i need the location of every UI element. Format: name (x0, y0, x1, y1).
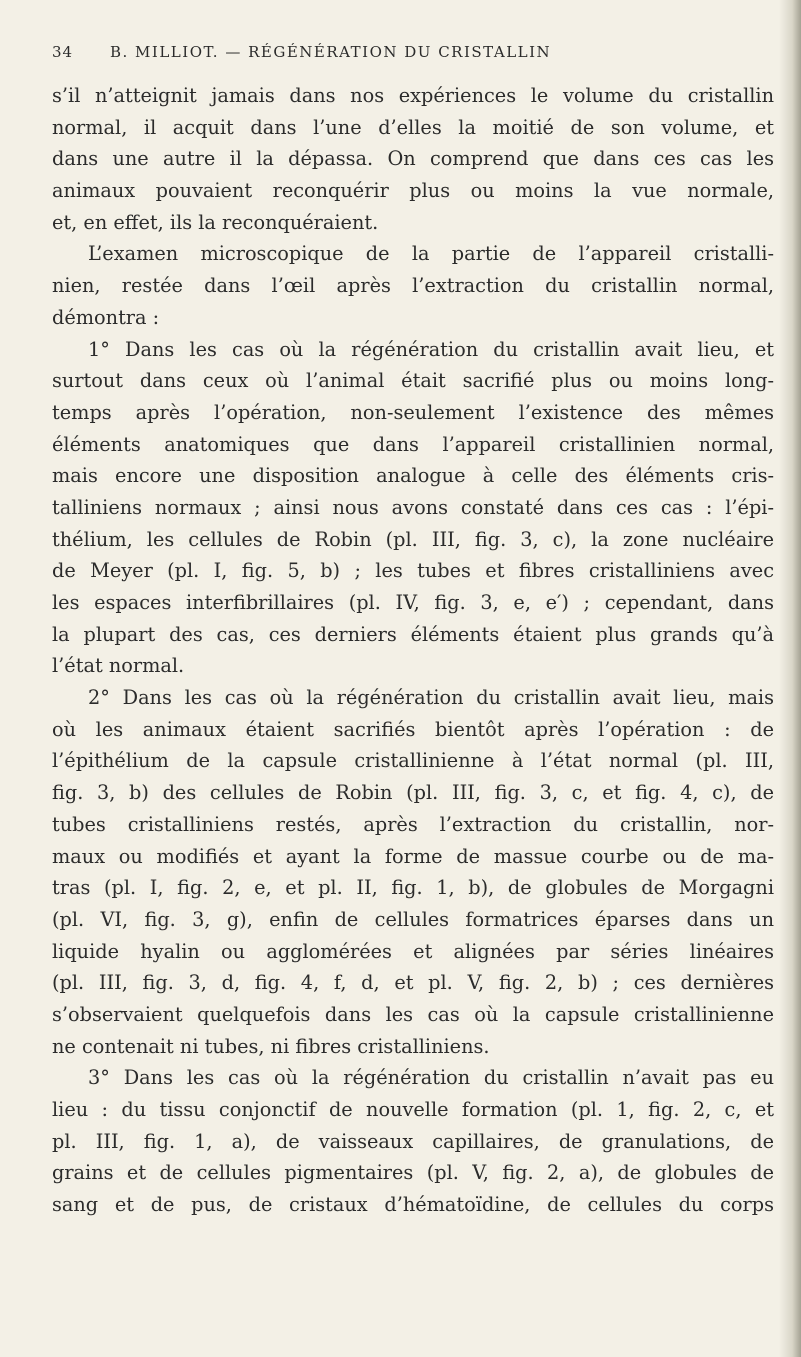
text-line: les espaces interfibrillaires (pl. IV, fig. 3, e, e′) ; cependant, dans (52, 591, 774, 614)
text-line: tras (pl. I, fig. 2, e, et pl. II, fig. 1, b), de globules de Morgagni (52, 876, 774, 900)
text-line: s’observaient quelquefois dans les cas où la capsule cristallinienne (52, 1002, 774, 1026)
text-line: grains et de cellules pigmentaires (pl. V, fig. 2, a), de globules de (52, 1161, 774, 1185)
page-header (52, 43, 772, 73)
text-line: et, en effet, ils la reconquéraient. (52, 210, 379, 234)
running-head: B. MILLIOT. — RÉGÉNÉRATION DU CRISTALLIN (110, 43, 552, 61)
text-line: sang et de pus, de cristaux d’hématoïdine, de cellules du corps (52, 1193, 774, 1217)
text-line: talliniens normaux ; ainsi nous avons constaté dans ces cas : l’épi- (52, 495, 774, 519)
text-line: thélium, les cellules de Robin (pl. III, fig. 3, c), la zone nucléaire (52, 527, 774, 551)
text-line: temps après l’opération, non-seulement l’existence des mêmes (52, 400, 774, 424)
text-line: démontra : (52, 305, 160, 329)
text-line: s’il n’atteignit jamais dans nos expériences le volume du cristallin (52, 84, 774, 107)
text-line: l’état normal. (52, 654, 185, 678)
text-line: 2° Dans les cas où la régénération du cristallin avait lieu, mais (88, 686, 774, 710)
text-line: de Meyer (pl. I, fig. 5, b) ; les tubes et fibres cristalliniens avec (52, 559, 774, 583)
text-line: l’épithélium de la capsule cristallinienne à l’état normal (pl. III, (52, 749, 774, 773)
text-line: lieu : du tissu conjonctif de nouvelle formation (pl. 1, fig. 2, c, et (52, 1098, 774, 1121)
text-line: dans une autre il la dépassa. On comprend que dans ces cas les (52, 147, 774, 171)
text-line: tubes cristalliniens restés, après l’extraction du cristallin, nor- (52, 812, 774, 836)
text-line: la plupart des cas, ces derniers éléments étaient plus grands qu’à (52, 622, 774, 646)
text-line: mais encore une disposition analogue à celle des éléments cris- (52, 464, 774, 488)
text-line: normal, il acquit dans l’une d’elles la moitié de son volume, et (52, 115, 774, 139)
text-line: pl. III, fig. 1, a), de vaisseaux capillaires, de granulations, de (52, 1129, 774, 1153)
text-line: ne contenait ni tubes, ni fibres cristalliniens. (52, 1034, 490, 1058)
text-line: (pl. III, fig. 3, d, fig. 4, f, d, et pl. V, fig. 2, b) ; ces dernières (52, 971, 774, 995)
text-line: L’examen microscopique de la partie de l’appareil cristalli- (88, 242, 774, 266)
text-line: éléments anatomiques que dans l’appareil cristallinien normal, (52, 432, 774, 456)
text-line: 1° Dans les cas où la régénération du cristallin avait lieu, et (88, 337, 774, 361)
text-line: animaux pouvaient reconquérir plus ou moins la vue normale, (52, 179, 774, 203)
text-line: (pl. VI, fig. 3, g), enfin de cellules formatrices éparses dans un (52, 907, 774, 931)
page-number: 34 (52, 43, 74, 61)
text-line: 3° Dans les cas où la régénération du cristallin n’avait pas eu (88, 1066, 774, 1090)
text-line: liquide hyalin ou agglomérées et alignées par séries linéaires (52, 939, 774, 963)
body-text (52, 80, 774, 1221)
text-line: où les animaux étaient sacrifiés bientôt après l’opération : de (52, 717, 774, 741)
text-line: surtout dans ceux où l’animal était sacrifié plus ou moins long- (52, 369, 774, 393)
page-edge-shadow (779, 0, 801, 1357)
text-line: maux ou modifiés et ayant la forme de massue courbe ou de ma- (52, 844, 774, 868)
text-line: fig. 3, b) des cellules de Robin (pl. III, fig. 3, c, et fig. 4, c), de (52, 781, 774, 805)
text-line: nien, restée dans l’œil après l’extraction du cristallin normal, (52, 274, 774, 298)
